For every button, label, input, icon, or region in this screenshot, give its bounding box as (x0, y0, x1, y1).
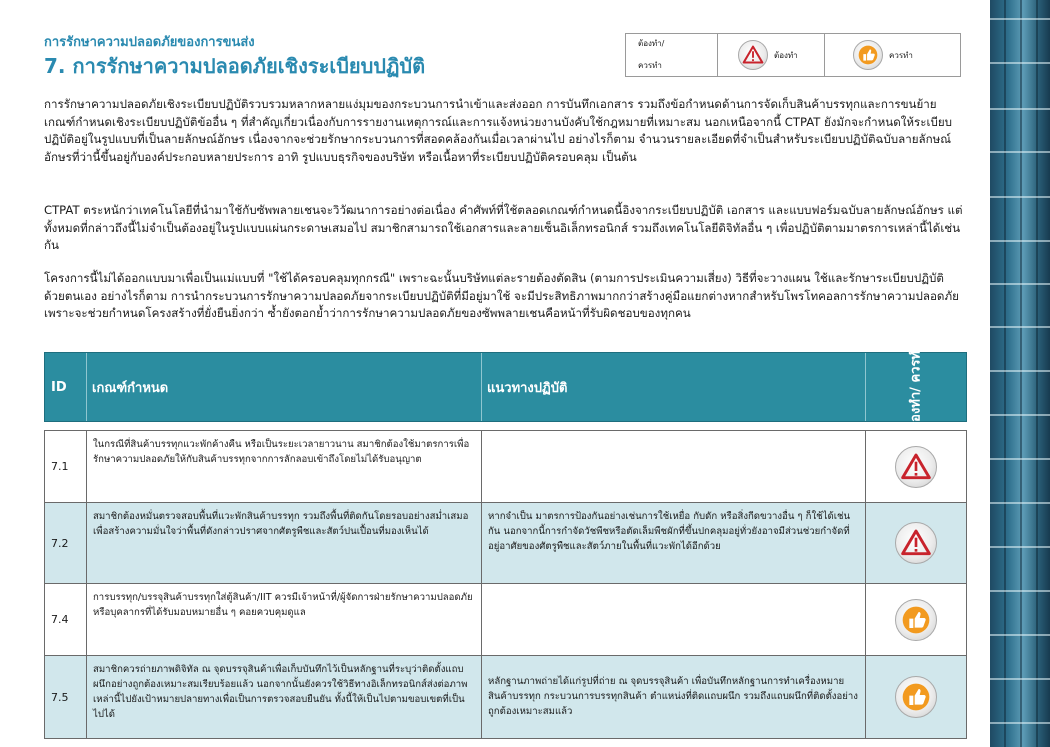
container-stack-decoration (990, 0, 1050, 747)
row-id: 7.4 (45, 584, 87, 655)
legend-must-label: ต้องทำ (774, 50, 798, 60)
row-id: 7.1 (45, 431, 87, 502)
row-requirement: สมาชิกควรถ่ายภาพดิจิทัล ณ จุดบรรจุสินค้าเพื่อเก็บบันทึกไว้เป็นหลักฐานที่ระบุว่าติดตั้งแถบผนึกอย่างถูกต้องเหมาะสมเรียบร้อยแล้ว นอกจากนั้นยังควรใช้วิธีทางอิเล็กทรอนิกส์ส่งต่อภาพเหล่านี้ไปยังเป้าหมายปลายทางเพื่อเป็นการตรวจสอบยืนยัน ทั้งนี้ให้เป็นไปตามขอบเขตที่เป็นไปได้ (87, 656, 482, 738)
row-requirement: ในกรณีที่สินค้าบรรทุกแวะพักค้างคืน หรือเป็นระยะเวลายาวนาน สมาชิกต้องใช้มาตรการเพื่อรักษาความปลอดภัยให้กับสินค้าบรรทุกจากการลักลอบเข้าถึงโดยไม่ได้รับอนุญาต (87, 431, 482, 502)
legend-should (825, 34, 960, 76)
page-title: 7. การรักษาความปลอดภัยเชิงระเบียบปฏิบัติ (44, 54, 426, 78)
table-row (44, 655, 967, 739)
legend-label-line1: ต้องทำ/ (638, 39, 665, 48)
header-flag-label: ต้องทำ/ ควรทำ (908, 343, 923, 431)
row-requirement: สมาชิกต้องหมั่นตรวจสอบพื้นที่แวะพักสินค้าบรรทุก รวมถึงพื้นที่ติดกันโดยรอบอย่างสม่ำเสมอ เพื่อสร้างความมั่นใจว่าพื้นที่ดังกล่าวปราศจากศัตรูพืชและสัตว์ปนเปื้อนที่มองเห็นได้ (87, 503, 482, 583)
warning-triangle-icon (895, 522, 937, 564)
row-id: 7.2 (45, 503, 87, 583)
row-requirement: การบรรทุก/บรรจุสินค้าบรรทุกใส่ตู้สินค้า/IIT ควรมีเจ้าหน้าที่/ผู้จัดการฝ่ายรักษาความปลอดภัย หรือบุคลากรที่ได้รับมอบหมายอื่น ๆ คอยควบคุมดูแล (87, 584, 482, 655)
section-subtitle: การรักษาความปลอดภัยของการขนส่ง (44, 35, 255, 50)
intro-paragraph-3: โครงการนี้ไม่ได้ออกแบบมาเพื่อเป็นแม่แบบที่ "ใช้ได้ครอบคลุมทุกกรณี" เพราะฉะนั้นบริษัทแต่ละรายต้องตัดสิน (ตามการประเมินความเสี่ยง) วิธีที่จะวางแผน ใช้และรักษาระเบียบปฏิบัติด้วยตนเอง อย่างไรก็ตาม การนำกระบวนการรักษาความปลอดภัยจากระเบียบปฏิบัติที่มีอยู่มาใช้ จะมีประสิทธิภาพมากกว่าสร้างคู่มือแยกต่างหากสำหรับโพรโทคอลการรักษาความปลอดภัย เพราะจะช่วยกำหนดโครงสร้างที่ยั่งยืนยิ่งกว่า ซ้ำยังตอกย้ำว่าการรักษาความปลอดภัยของซัพพลายเชนคือหน้าที่รับผิดชอบของทุกคน (44, 271, 959, 321)
table-row (44, 502, 967, 583)
thumbs-up-icon (895, 676, 937, 718)
header-id: ID (45, 353, 87, 421)
row-flag (866, 431, 966, 502)
row-guidance (482, 584, 866, 655)
warning-triangle-icon (895, 446, 937, 488)
header-guidance: แนวทางปฏิบัติ (482, 353, 866, 421)
row-flag (866, 503, 966, 583)
table-header (44, 343, 967, 431)
row-guidance (482, 431, 866, 502)
row-flag (866, 584, 966, 655)
row-id: 7.5 (45, 656, 87, 738)
legend-label-line2: ควรทำ (638, 61, 662, 70)
header-requirement: เกณฑ์กำหนด (87, 353, 482, 421)
intro-paragraph-1: การรักษาความปลอดภัยเชิงระเบียบปฏิบัติรวบรวมหลากหลายแง่มุมของกระบวนการนำเข้าและส่งออก การบันทึกเอกสาร รวมถึงข้อกำหนดด้านการจัดเก็บสินค้าบรรทุกและการขนย้าย เกณฑ์กำหนดเชิงระเบียบปฏิบัติข้ออื่น ๆ ที่สำคัญเกี่ยวเนื่องกับการรายงานเหตุการณ์และการแจ้งหน่วยงานบังคับใช้กฎหมายที่เหมาะสม นอกเหนือจากนี้ CTPAT ยังมักจะกำหนดให้ระเบียบปฏิบัติอยู่ในรูปแบบที่เป็นลายลักษณ์อักษร เนื่องจากจะช่วยรักษากระบวนการที่สอดคล้องกันเมื่อเวลาผ่านไป อย่างไรก็ตาม จำนวนรายละเอียดที่จำเป็นสำหรับระเบียบปฏิบัติฉบับลายลักษณ์อักษรที่ว่านี้ขึ้นอยู่กับองค์ประกอบหลายประการ อาทิ รูปแบบธุรกิจของบริษัท หรือเนื้อหาที่ระเบียบปฏิบัติครอบคลุม เป็นต้น (44, 97, 952, 165)
thumbs-up-icon (853, 40, 883, 70)
legend-should-label: ควรทำ (889, 50, 913, 60)
table-row (44, 430, 967, 502)
row-guidance: หากจำเป็น มาตรการป้องกันอย่างเช่นการใช้เหยื่อ กับดัก หรือสิ่งกีดขวางอื่น ๆ ก็ใช้ได้เช่นกัน นอกจากนี้การกำจัดวัชพืชหรือตัดเล็มพืชผักที่ขึ้นปกคลุมอยู่ทั่วยังอาจมีส่วนช่วยกำจัดที่อยู่อาศัยของศัตรูพืชและสัตว์ภายในพื้นที่แวะพักได้อีกด้วย (482, 503, 866, 583)
legend-label (626, 34, 718, 76)
row-flag (866, 656, 966, 738)
table-row (44, 583, 967, 655)
legend-box (625, 33, 961, 77)
intro-paragraph-2: CTPAT ตระหนักว่าเทคโนโลยีที่นำมาใช้กับซัพพลายเชนจะวิวัฒนาการอย่างต่อเนื่อง คำศัพท์ที่ใช้ตลอดเกณฑ์กำหนดนี้อิงจากระเบียบปฏิบัติ เอกสาร และแบบฟอร์มฉบับลายลักษณ์อักษร แต่ทั้งหมดที่กล่าวถึงนี้ไม่จำเป็นต้องอยู่ในรูปแบบแผ่นกระดาษเสมอไป สมาชิกสามารถใช้เอกสารและลายเซ็นอิเล็กทรอนิกส์ รวมถึงเทคโนโลยีดิจิทัลอื่น ๆ เพื่อปฏิบัติตามมาตรการเหล่านี้ได้เช่นกัน (44, 203, 963, 253)
warning-triangle-icon (738, 40, 768, 70)
header-flag (866, 343, 966, 431)
thumbs-up-icon (895, 599, 937, 641)
row-guidance: หลักฐานภาพถ่ายได้แก่รูปที่ถ่าย ณ จุดบรรจุสินค้า เพื่อบันทึกหลักฐานการทำเครื่องหมายสินค้าบรรทุก กระบวนการบรรทุกสินค้า ตำแหน่งที่ติดแถบผนึก รวมถึงแถบผนึกที่ติดตั้งอย่างถูกต้องเหมาะสมแล้ว (482, 656, 866, 738)
legend-must (718, 34, 825, 76)
